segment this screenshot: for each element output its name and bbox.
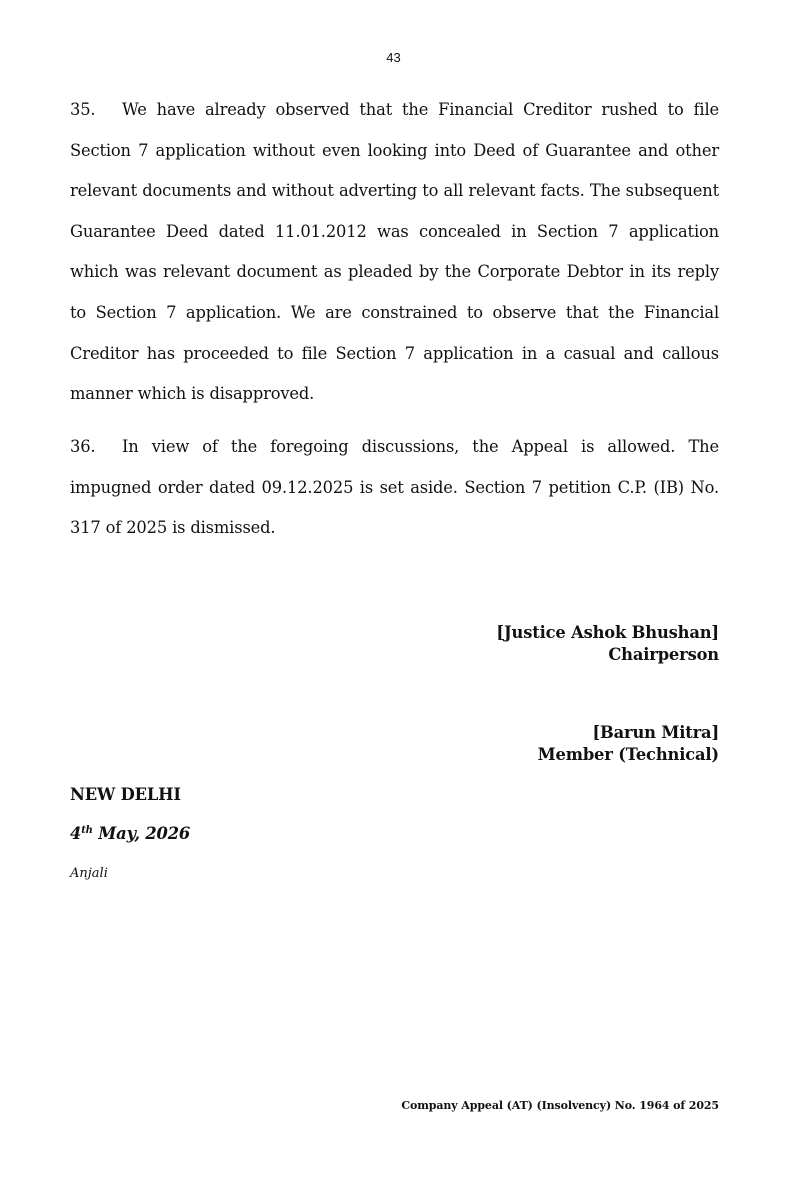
paragraph-36 bbox=[70, 427, 719, 549]
paragraph-number: 35. bbox=[70, 100, 96, 119]
date-day: 4 bbox=[70, 824, 82, 843]
paragraph-number: 36. bbox=[70, 437, 96, 456]
paragraph-35 bbox=[70, 90, 719, 415]
case-footer: Company Appeal (AT) (Insolvency) No. 1964 of 2025 bbox=[401, 1099, 719, 1112]
date-rest: May, 2026 bbox=[92, 824, 191, 843]
signatory-designation: Member (Technical) bbox=[537, 745, 719, 764]
signatory-designation: Chairperson bbox=[608, 645, 719, 664]
signature-block-member bbox=[538, 722, 719, 766]
paragraph-text: In view of the foregoing discussions, the Appeal is allowed. The impugned order dated 09.12.2025 is set aside. Section 7 petition C.P. (IB) No. 317 of 2025 is dismissed. bbox=[70, 437, 719, 538]
date-suffix: th bbox=[81, 825, 93, 836]
typist-initials: Anjali bbox=[70, 866, 108, 881]
place: NEW DELHI bbox=[70, 785, 181, 804]
signature-block-chairperson bbox=[496, 622, 719, 666]
page-number: 43 bbox=[386, 50, 401, 65]
signatory-name: [Barun Mitra] bbox=[592, 723, 719, 742]
signatory-name: [Justice Ashok Bhushan] bbox=[496, 623, 719, 642]
judgment-date bbox=[70, 824, 190, 843]
paragraph-text: We have already observed that the Financial Creditor rushed to file Section 7 application without even looking into Deed of Guarantee and other relevant documents and without adverting to all relevant facts. The subsequent Guarantee Deed dated 11.01.2012 was concealed in Section 7 application which was relevant document as pleaded by the Corporate Debtor in its reply to Section 7 application. We are constrained to observe that the Financial Creditor has proceeded to file Section 7 application in a casual and callous manner which is disapproved. bbox=[70, 100, 719, 404]
